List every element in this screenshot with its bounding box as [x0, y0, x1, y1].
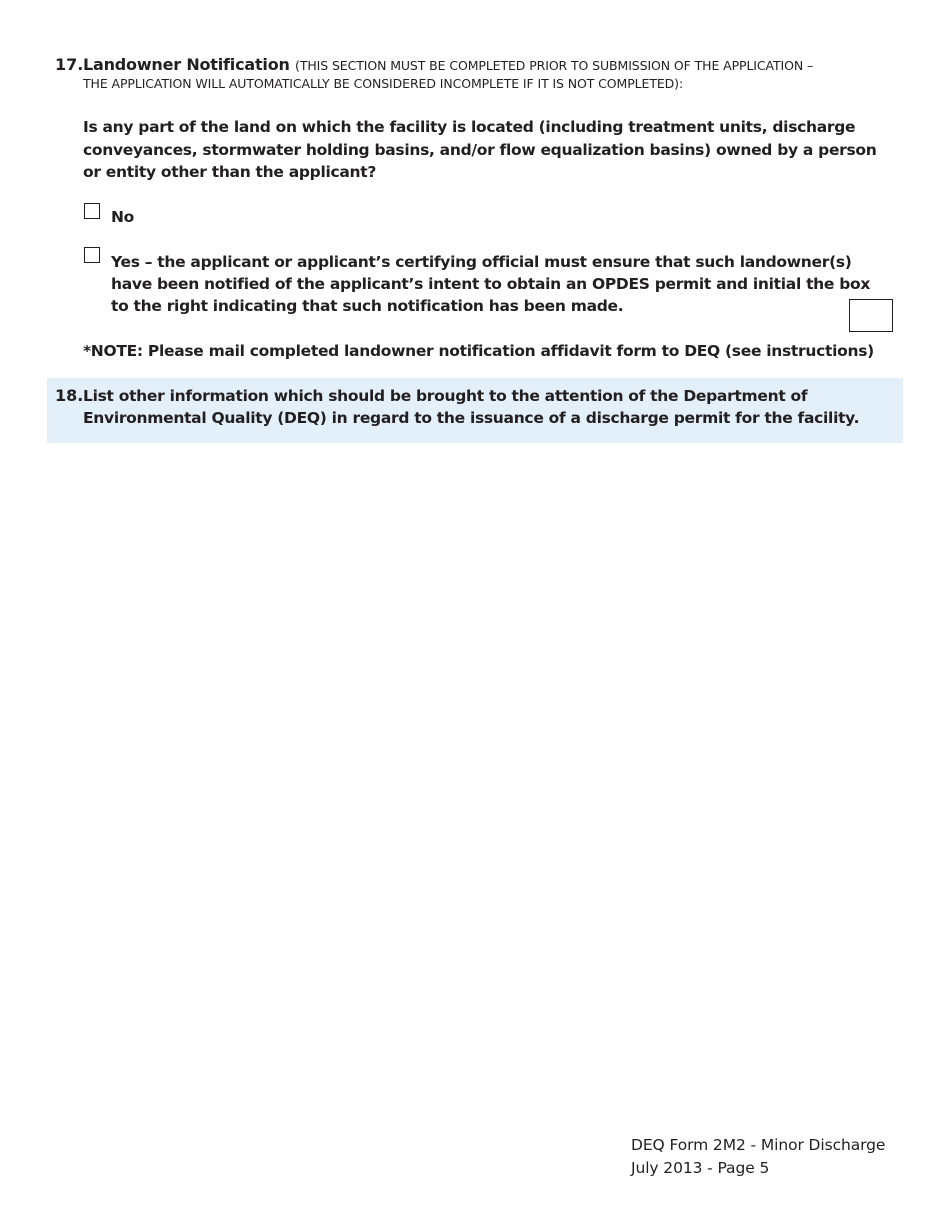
section-17-instruction-line2: THE APPLICATION WILL AUTOMATICALLY BE CONSIDERED INCOMPLETE IF IT IS NOT COMPLETED): [83, 76, 684, 91]
landowner-question: Is any part of the land on which the facility is located (including treatment units, discharge conveyances, stormwater holding basins, and/or flow equalization basins) owned by a person or entity other than the applicant? [83, 118, 877, 181]
no-checkbox[interactable] [84, 203, 100, 219]
landowner-initial-box[interactable] [849, 299, 893, 332]
section-18-number: 18. [55, 386, 84, 405]
footer-date-page [631, 1157, 769, 1179]
footer-form-name: DEQ Form 2M2 - Minor Discharge [631, 1136, 886, 1154]
no-option-label: No [111, 208, 135, 226]
section-17-instruction-line1: (THIS SECTION MUST BE COMPLETED PRIOR TO SUBMISSION OF THE APPLICATION – [295, 58, 814, 73]
section-17-heading [83, 55, 813, 76]
yes-checkbox[interactable] [84, 247, 100, 263]
section-17-title: Landowner Notification [83, 55, 290, 74]
affidavit-note: *NOTE: Please mail completed landowner notification affidavit form to DEQ (see instructions) [83, 342, 874, 360]
footer-page-number: Page 5 [717, 1159, 770, 1177]
section-17-number: 17. [55, 55, 84, 74]
yes-option-label: Yes – the applicant or applicant’s certifying official must ensure that such landowner(s) have been notified of the applicant’s intent to obtain an OPDES permit and initial the box to the right indicating that such notification has been made. [111, 253, 871, 315]
section-18-text: List other information which should be brought to the attention of the Department of Environmental Quality (DEQ) in regard to the issuance of a discharge permit for the facility. [83, 387, 860, 427]
footer-date: July 2013 - [631, 1159, 713, 1177]
